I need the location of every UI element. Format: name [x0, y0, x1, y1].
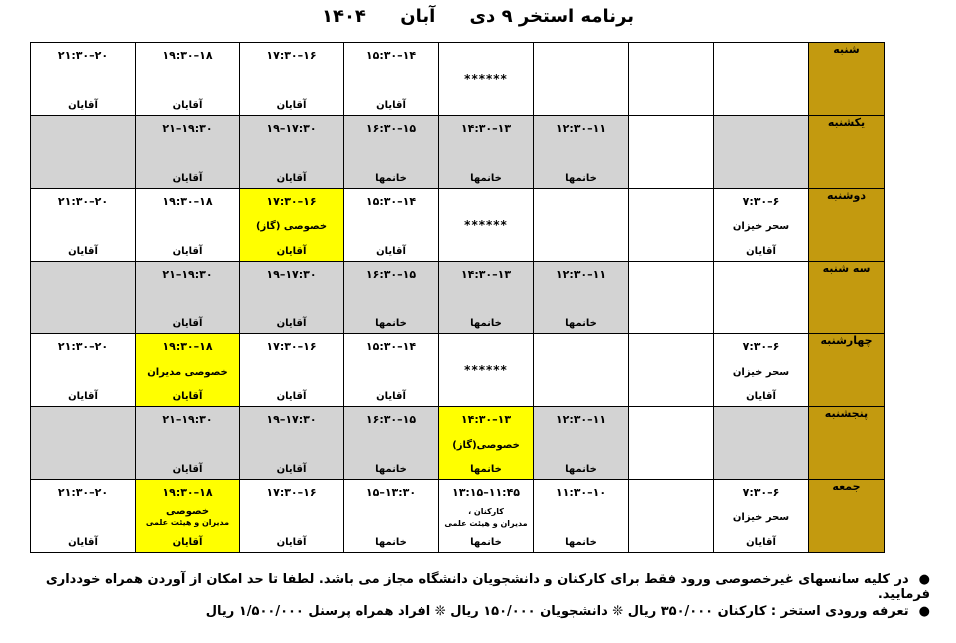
session-time: ۶–۷:۳۰	[742, 194, 780, 208]
session-desc-line: سحر خیزان	[732, 366, 790, 378]
schedule-row	[31, 407, 885, 480]
session-time: ۱۱–۱۲:۳۰	[555, 413, 607, 427]
session-desc-line: مدیران و هیئت علمی	[145, 518, 230, 528]
session-time: ۱۳–۱۴:۳۰	[460, 267, 512, 281]
day-label: سه شنبه	[809, 261, 885, 334]
session-time: ۱۵–۱۶:۳۰	[365, 413, 417, 427]
session-cell	[240, 480, 344, 553]
session-cell	[534, 334, 629, 407]
session-desc-line: مدیران و هیئت علمی	[444, 518, 528, 528]
session-cell	[714, 188, 809, 261]
session-desc-line: خصوصی(گاز)	[452, 439, 520, 451]
session-cell	[344, 261, 439, 334]
unavailable-marker: ******	[464, 217, 508, 232]
session-cell	[31, 480, 136, 553]
session-group: خانمها	[375, 464, 407, 476]
session-cell	[240, 115, 344, 188]
session-time: ۱۷:۳۰–۱۹	[266, 267, 317, 281]
session-time: ۱۶–۱۷:۳۰	[266, 49, 317, 62]
session-cell	[136, 115, 240, 188]
session-cell	[31, 115, 136, 188]
day-label: پنجشنبه	[809, 407, 885, 480]
session-cell	[136, 480, 240, 553]
session-group: آقایان	[746, 391, 776, 403]
session-cell	[439, 334, 534, 407]
session-time: ۱۱:۴۵–۱۳:۱۵	[451, 486, 521, 500]
session-time: ۱۷:۳۰–۱۹	[266, 121, 317, 135]
session-group: آقایان	[376, 391, 406, 403]
session-cell	[439, 480, 534, 553]
session-cell	[344, 334, 439, 407]
schedule-row	[31, 261, 885, 334]
schedule-row	[31, 115, 885, 188]
session-desc-line: خصوصی (گاز)	[255, 221, 328, 233]
session-time: ۱۸–۱۹:۳۰	[162, 340, 213, 354]
session-desc	[718, 512, 804, 523]
note-fees: ●تعرفه ورودی استخر : کارکنان ۳۵۰/۰۰۰ ریال ❊ دانشجویان ۱۵۰/۰۰۰ ریال ❊ افراد همراه پرسنل ۱/۵۰۰/۰۰۰ ریال	[205, 604, 930, 619]
session-time: ۶–۷:۳۰	[742, 340, 780, 354]
session-group: خانمها	[470, 464, 502, 476]
session-cell	[439, 261, 534, 334]
session-group: خانمها	[565, 464, 597, 476]
session-cell	[629, 115, 714, 188]
session-group: آقایان	[68, 99, 98, 111]
session-cell	[629, 188, 714, 261]
session-cell	[240, 188, 344, 261]
session-cell	[629, 43, 714, 116]
day-label: شنبه	[809, 43, 885, 116]
session-cell	[534, 188, 629, 261]
session-cell	[439, 188, 534, 261]
session-cell	[439, 115, 534, 188]
session-cell	[136, 188, 240, 261]
session-desc	[443, 440, 529, 451]
session-cell	[439, 43, 534, 116]
schedule-row	[31, 334, 885, 407]
session-time: ۶–۷:۳۰	[742, 486, 780, 500]
session-cell	[344, 480, 439, 553]
session-time: ۱۴–۱۵:۳۰	[365, 340, 417, 354]
session-time: ۱۱–۱۲:۳۰	[555, 121, 607, 135]
session-time: ۱۱–۱۲:۳۰	[555, 267, 607, 281]
session-time: ۱۵–۱۶:۳۰	[365, 267, 417, 281]
session-time: ۱۵–۱۶:۳۰	[365, 121, 417, 135]
session-time: ۱۷:۳۰–۱۹	[266, 413, 317, 427]
session-cell	[629, 261, 714, 334]
session-group: آقایان	[276, 536, 307, 548]
schedule-row	[31, 43, 885, 116]
session-group: آقایان	[172, 536, 203, 548]
session-group: آقایان	[68, 245, 98, 257]
session-group: خانمها	[470, 536, 502, 548]
note-fees-text: تعرفه ورودی استخر : کارکنان ۳۵۰/۰۰۰ ریال ❊ دانشجویان ۱۵۰/۰۰۰ ریال ❊ افراد همراه پرسنل ۱/۵۰۰/۰۰۰ ریال	[205, 604, 909, 619]
session-cell	[629, 480, 714, 553]
session-group: آقایان	[276, 245, 307, 257]
session-cell	[136, 334, 240, 407]
session-group: آقایان	[276, 172, 307, 184]
session-group: خانمها	[565, 172, 597, 184]
session-time: ۲۰–۲۱:۳۰	[57, 486, 109, 500]
session-cell	[534, 115, 629, 188]
session-group: آقایان	[172, 245, 203, 257]
session-time: ۱۸–۱۹:۳۰	[162, 194, 213, 208]
session-time: ۱۳–۱۴:۳۰	[460, 413, 512, 427]
session-group: آقایان	[276, 318, 307, 330]
session-cell	[714, 480, 809, 553]
session-group: خانمها	[375, 536, 407, 548]
session-group: آقایان	[68, 536, 98, 548]
note-access-text: در کلیه سانسهای غیرخصوصی ورود فقط برای کارکنان و دانشجویان دانشگاه مجاز می باشد. لطفا تا حد امکان از آوردن همراه خودداری فرمایید.	[45, 572, 930, 602]
schedule-row	[31, 480, 885, 553]
session-cell	[714, 115, 809, 188]
session-desc-line: سحر خیزان	[732, 221, 790, 233]
session-cell	[344, 43, 439, 116]
session-time: ۲۰–۲۱:۳۰	[57, 340, 109, 354]
session-cell	[714, 261, 809, 334]
session-cell	[714, 334, 809, 407]
session-cell	[31, 407, 136, 480]
unavailable-marker: ******	[464, 71, 508, 86]
session-time: ۱۶–۱۷:۳۰	[266, 340, 317, 354]
session-cell	[240, 43, 344, 116]
session-group: خانمها	[565, 318, 597, 330]
day-label: چهارشنبه	[809, 334, 885, 407]
session-group: آقایان	[68, 391, 98, 403]
session-time: ۲۰–۲۱:۳۰	[57, 49, 109, 62]
session-desc	[244, 221, 339, 232]
title-month: آبان	[400, 6, 436, 27]
session-time: ۱۹:۳۰–۲۱	[162, 121, 213, 135]
session-cell	[136, 261, 240, 334]
session-time: ۱۰–۱۱:۳۰	[555, 486, 607, 500]
session-cell	[534, 43, 629, 116]
session-cell	[136, 407, 240, 480]
session-cell	[344, 407, 439, 480]
session-cell	[534, 480, 629, 553]
session-cell	[136, 43, 240, 116]
session-cell	[714, 407, 809, 480]
session-time: ۱۳–۱۴:۳۰	[460, 121, 512, 135]
title-year: ۱۴۰۴	[321, 6, 366, 27]
session-cell	[534, 261, 629, 334]
session-cell	[31, 334, 136, 407]
session-group: خانمها	[470, 318, 502, 330]
session-group: آقایان	[746, 536, 776, 548]
session-group: آقایان	[376, 245, 406, 257]
day-label: یکشنبه	[809, 115, 885, 188]
session-cell	[344, 115, 439, 188]
session-time: ۱۶–۱۷:۳۰	[266, 486, 317, 500]
page-title	[0, 6, 956, 27]
session-group: آقایان	[276, 99, 307, 111]
session-cell	[629, 334, 714, 407]
session-group: آقایان	[376, 99, 406, 111]
session-cell	[31, 188, 136, 261]
session-time: ۱۹:۳۰–۲۱	[162, 413, 213, 427]
session-cell	[629, 407, 714, 480]
session-cell	[344, 188, 439, 261]
session-group: خانمها	[375, 172, 407, 184]
session-cell	[240, 334, 344, 407]
note-access: ●در کلیه سانسهای غیرخصوصی ورود فقط برای کارکنان و دانشجویان دانشگاه مجاز می باشد. لطفا تا حد امکان از آوردن همراه خودداری فرمایید.	[45, 572, 930, 602]
session-group: خانمها	[565, 536, 597, 548]
session-time: ۱۶–۱۷:۳۰	[266, 194, 317, 208]
session-group: آقایان	[276, 391, 307, 403]
session-desc-line: کارکنان ،	[468, 506, 504, 516]
session-desc	[718, 221, 804, 232]
session-cell	[439, 407, 534, 480]
session-time: ۱۳:۳۰–۱۵	[365, 486, 417, 500]
schedule-table	[30, 42, 885, 553]
session-time: ۱۸–۱۹:۳۰	[162, 486, 213, 500]
session-desc-line: خصوصی مدیران	[147, 366, 228, 378]
session-cell	[31, 261, 136, 334]
session-cell	[534, 407, 629, 480]
session-group: آقایان	[172, 318, 203, 330]
session-cell	[240, 261, 344, 334]
session-group: خانمها	[375, 318, 407, 330]
session-desc	[140, 367, 235, 378]
session-time: ۱۹:۳۰–۲۱	[162, 267, 213, 281]
unavailable-marker: ******	[464, 363, 508, 378]
day-label: جمعه	[809, 480, 885, 553]
session-desc	[718, 367, 804, 378]
session-group: آقایان	[276, 464, 307, 476]
session-group: آقایان	[172, 464, 203, 476]
session-time: ۱۴–۱۵:۳۰	[365, 49, 417, 62]
session-group: آقایان	[172, 172, 203, 184]
title-main: برنامه استخر ۹ دی	[469, 6, 635, 27]
session-desc	[140, 506, 235, 529]
session-group: آقایان	[746, 245, 776, 257]
session-cell	[714, 43, 809, 116]
session-group: آقایان	[172, 391, 203, 403]
session-group: آقایان	[172, 99, 203, 111]
session-desc	[443, 506, 529, 530]
session-desc-line: سحر خیزان	[732, 512, 790, 524]
schedule-row	[31, 188, 885, 261]
day-label: دوشنبه	[809, 188, 885, 261]
session-time: ۲۰–۲۱:۳۰	[57, 194, 109, 208]
session-desc-line: خصوصی	[165, 506, 210, 518]
session-time: ۱۸–۱۹:۳۰	[162, 49, 213, 62]
session-cell	[240, 407, 344, 480]
session-time: ۱۴–۱۵:۳۰	[365, 194, 417, 208]
session-group: خانمها	[470, 172, 502, 184]
session-cell	[31, 43, 136, 116]
